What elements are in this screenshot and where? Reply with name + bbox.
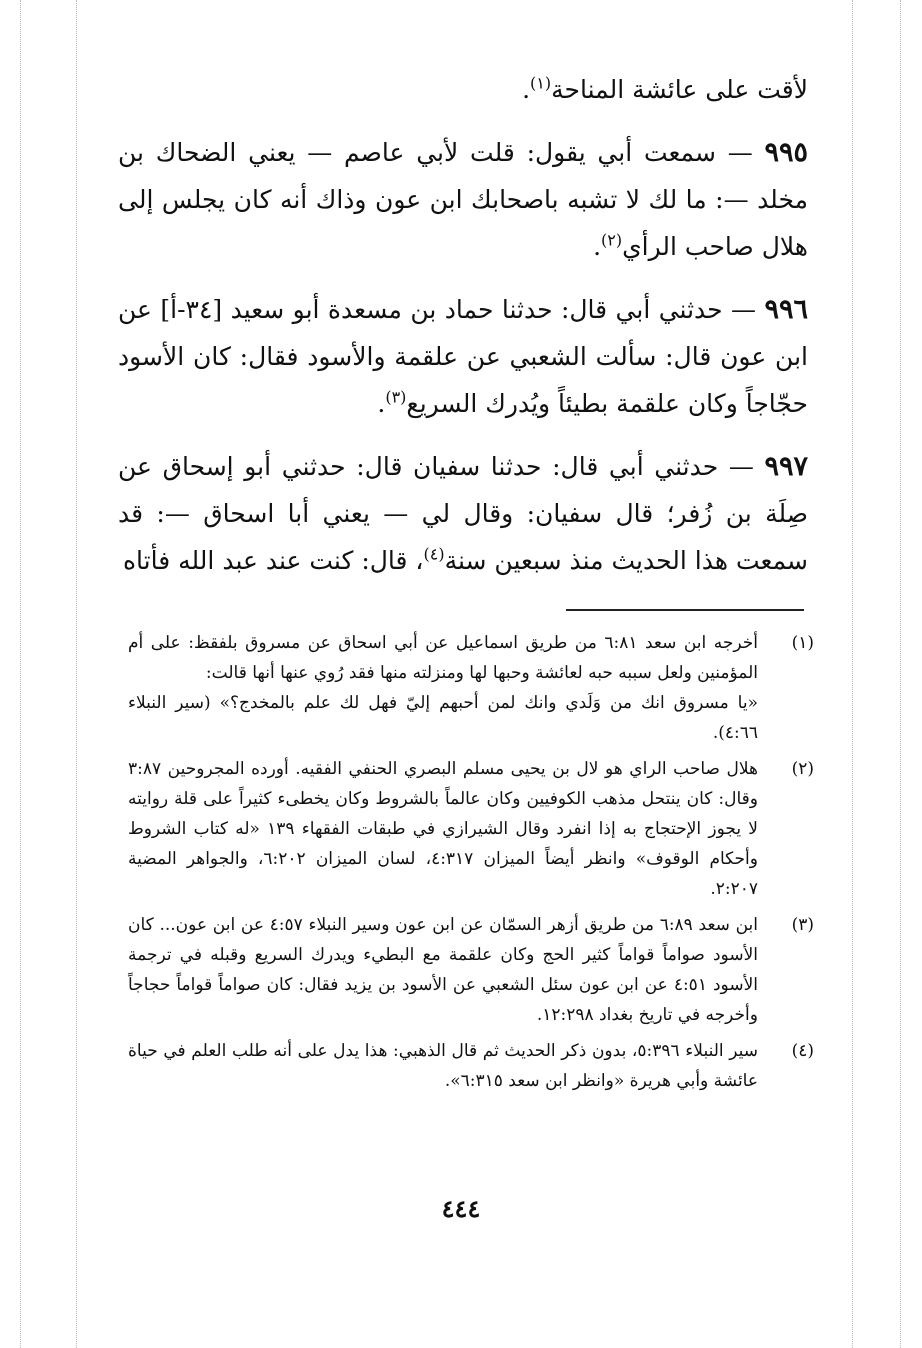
footnote-divider: [566, 609, 804, 611]
footnote-ref: (٣): [385, 387, 407, 407]
footnote-2: [128, 754, 814, 904]
footnote-text: هلال صاحب الراي هو لال بن يحيى مسلم البصري الحنفي الفقيه. أورده المجروحين ٣:٨٧ وقال: كان ينتحل مذهب الكوفيين وكان عالماً بالشروط وكان يخطىء كثيراً على قلة روايته لا يجوز الإحتجاج به إذا انفرد وقال الشيرازي في طبقات الفقهاء ١٣٩ «له كتاب الشروط وأحكام الوقوف» وانظر أيضاً الميزان ٤:٣١٧، لسان الميزان ٦:٢٠٢، والجواهر المضية ٢:٢٠٧.: [128, 759, 758, 899]
entry-number: ٩٩٥: [764, 137, 808, 168]
footnote-number: (٣): [791, 915, 814, 935]
entry-997: [118, 443, 808, 584]
scan-guide-line: [20, 0, 21, 1348]
footnote-1: [128, 628, 814, 748]
entry-text: — حدثني أبي قال: حدثنا حماد بن مسعدة أبو سعيد [٣٤-أ] عن ابن عون قال: سألت الشعبي عن علقمة والأسود فقال: كان الأسود حجّاجاً وكان علقمة بطيئاً ويُدرك السريع: [118, 295, 808, 418]
scan-guide-line: [76, 0, 77, 1348]
scan-guide-line: [900, 0, 901, 1348]
entry-text-tail: ، قال: كنت عند عبد الله فأتاه: [122, 546, 424, 575]
footnotes: [128, 628, 814, 1102]
page-number: ٤٤٤: [441, 1194, 481, 1223]
entry-995: ٩٩٥ — سمعت أبي يقول: قلت لأبي عاصم — يعني الضحاك بن مخلد —: ما لك لا تشبه باصحابك ابن عون وذاك أنه كان يجلس إلى هلال صاحب الرأي$^{(٢)}$.: [118, 137, 808, 261]
main-text: [118, 66, 808, 600]
entry-996: ٩٩٦ — حدثني أبي قال: حدثنا حماد بن مسعدة أبو سعيد [٣٤-أ] عن ابن عون قال: سألت الشعبي عن علقمة والأسود فقال: كان الأسود حجّاجاً وكان علقمة بطيئاً ويُدرك السريع$^{(٣)}$.: [118, 294, 809, 418]
footnote-ref: (١): [530, 73, 552, 93]
footnote-number: (٤): [791, 1041, 814, 1061]
footnote-text: ابن سعد ٦:٨٩ من طريق أزهر السمّان عن ابن عون وسير النبلاء ٤:٥٧ عن ابن عون... كان الأسود صواماً قواماً كثير الحج وكان علقمة مع البطيء ويدرك السريع وقبله في ترجمة الأسود ٤:٥١ عن ابن عون سئل الشعبي عن الأسود بن يزيد فقال: كان صواماً قواماً حجاجاً وأخرجه في تاريخ بغداد ١٢:٢٩٨.: [128, 915, 758, 1025]
entry-number: ٩٩٧: [764, 451, 808, 482]
footnote-number: (١): [791, 633, 814, 653]
continuation-text: لأقت على عائشة المناحة: [551, 75, 808, 104]
entry-number: ٩٩٦: [764, 294, 809, 325]
footnote-3: [128, 910, 814, 1030]
footnote-text: سير النبلاء ٥:٣٩٦، بدون ذكر الحديث ثم قال الذهبي: هذا يدل على أنه طلب العلم في حياة عائشة وأبي هريرة «وانظر ابن سعد ٦:٣١٥».: [128, 1041, 758, 1091]
footnote-4: [128, 1036, 814, 1096]
footnote-ref: (٤): [423, 544, 445, 564]
footnote-number: (٢): [791, 759, 814, 779]
footnote-ref: (٢): [601, 230, 623, 250]
continuation-paragraph: لأقت على عائشة المناحة$^{(١)}$.: [522, 73, 808, 104]
footnote-text: أخرجه ابن سعد ٦:٨١ من طريق اسماعيل عن أبي اسحاق عن مسروق بلفقظ: على أم المؤمنين ولعل سببه حبه لعائشة وحبها لها ومنزلته منها فقد رُوي عنها أنها قالت:: [128, 633, 758, 683]
scan-guide-line: [852, 0, 853, 1348]
entry-text: — سمعت أبي يقول: قلت لأبي عاصم — يعني الضحاك بن مخلد —: ما لك لا تشبه باصحابك ابن عون وذاك أنه كان يجلس إلى هلال صاحب الرأي: [118, 138, 808, 261]
entry-text: — حدثني أبي قال: حدثنا سفيان قال: حدثني أبو إسحاق عن صِلَة بن زُفر؛ قال سفيان: وقال لي — يعني أبا اسحاق —: قد سمعت هذا الحديث منذ سبعين سنة: [118, 452, 808, 575]
footnote-quote: «يا مسروق انك من وَلَدي وانك لمن أحبهم إليّ فهل لك علم بالمخدج؟» (سير النبلاء ٤:٦٦).: [128, 693, 758, 743]
